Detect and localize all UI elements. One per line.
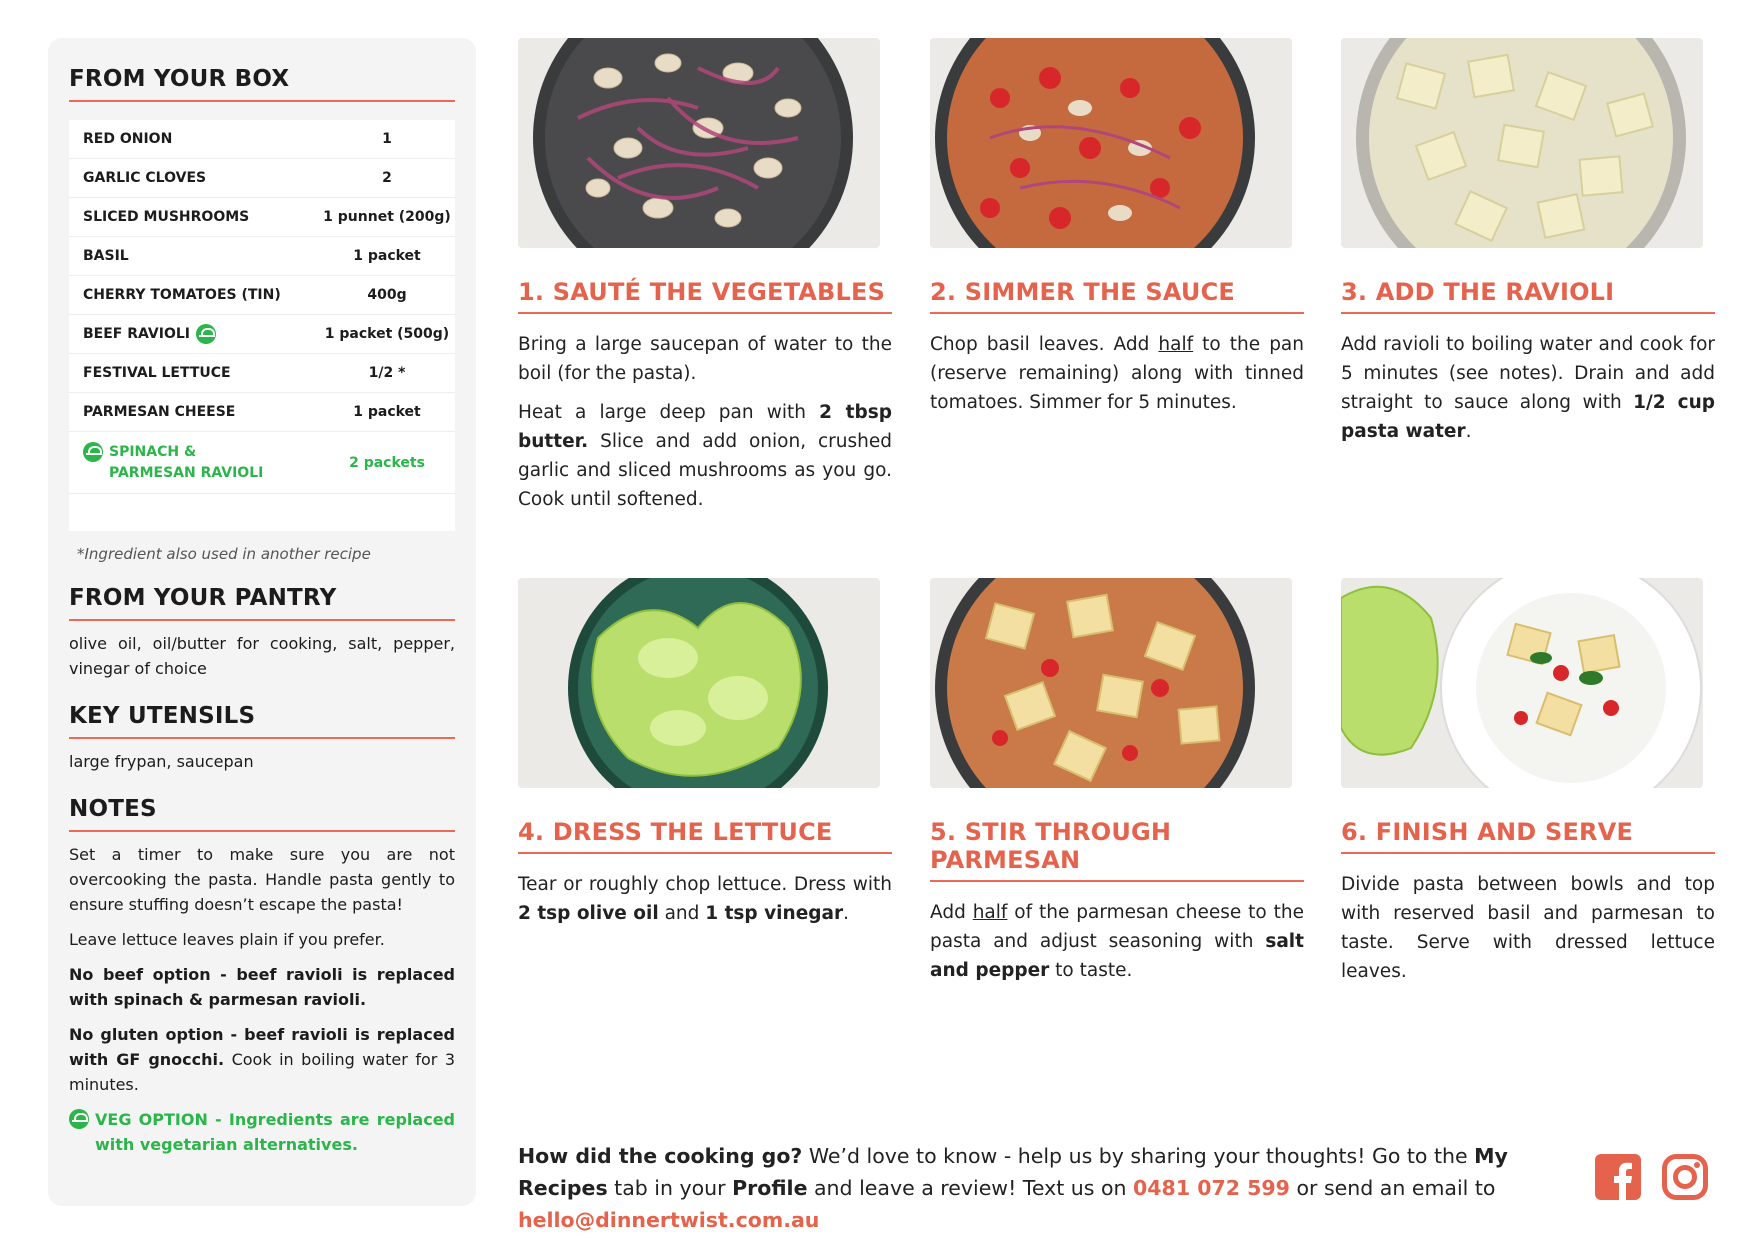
step-6-text xyxy=(1341,870,1715,986)
ingredient-name: BASIL xyxy=(83,248,129,264)
ingredient-qty: 400g xyxy=(367,287,407,303)
ingredient-qty: 2 packets xyxy=(349,454,425,471)
box-heading: FROM YOUR BOX xyxy=(69,66,455,102)
utensils-section xyxy=(69,703,455,774)
step-paragraph xyxy=(518,398,892,514)
footer-text: tab in your xyxy=(607,1176,733,1200)
step-paragraph xyxy=(518,870,892,928)
step-text-part: to taste. xyxy=(1049,960,1133,981)
ingredient-name: BEEF RAVIOLI xyxy=(83,326,190,342)
step-text-part: Heat a large deep pan with xyxy=(518,402,820,423)
note-paragraph: Set a timer to make sure you are not overcooking the pasta. Handle pasta gently to ensure stuffing doesn’t escape the pasta! xyxy=(69,845,455,914)
review-question: How did the cooking go? xyxy=(518,1144,803,1168)
step-2 xyxy=(930,38,1304,427)
step-text-bold: salt and pepper xyxy=(930,931,1304,981)
ingredient-row xyxy=(69,393,455,432)
utensils-text: large frypan, saucepan xyxy=(69,752,254,771)
ingredient-row xyxy=(69,315,455,354)
veg-leaf-icon xyxy=(69,1109,89,1129)
step-text-part: Chop basil leaves. Add xyxy=(930,334,1159,355)
ingredient-qty: 1 packet xyxy=(353,404,421,420)
step-3-text xyxy=(1341,330,1715,446)
step-5-text xyxy=(930,898,1304,985)
notes-heading: NOTES xyxy=(69,796,455,832)
step-1-title: 1. SAUTÉ THE VEGETABLES xyxy=(518,278,892,314)
step-text-underline: half xyxy=(1158,334,1194,355)
step-text-part: . xyxy=(1465,421,1472,442)
ingredients-panel xyxy=(48,38,476,1206)
note-paragraph xyxy=(69,962,455,1012)
footer-text: or send an email to xyxy=(1289,1176,1496,1200)
step-4-photo xyxy=(518,578,880,788)
step-paragraph: Divide pasta between bowls and top with reserved basil and parmesan to taste. Serve with dressed lettuce leaves. xyxy=(1341,874,1715,982)
ingredient-row xyxy=(69,276,455,315)
ingredient-qty: 1 packet (500g) xyxy=(324,326,450,342)
footer-text: and leave a review! Text us on xyxy=(807,1176,1134,1200)
ingredient-row xyxy=(69,237,455,276)
ingredient-name: SLICED MUSHROOMS xyxy=(83,209,250,225)
ingredient-qty: 1 xyxy=(382,131,392,147)
step-6-title: 6. FINISH AND SERVE xyxy=(1341,818,1715,854)
ingredient-row xyxy=(69,120,455,159)
step-3-title: 3. ADD THE RAVIOLI xyxy=(1341,278,1715,314)
ingredient-name-wrap xyxy=(83,442,319,484)
step-text-bold: 2 tsp olive oil xyxy=(518,903,659,924)
step-text-bold: 1 tsp vinegar xyxy=(705,903,844,924)
step-1 xyxy=(518,38,892,524)
note-paragraph: Leave lettuce leaves plain if you prefer. xyxy=(69,930,385,949)
step-paragraph xyxy=(930,330,1304,417)
instagram-icon[interactable] xyxy=(1662,1154,1708,1200)
ingredient-name: GARLIC CLOVES xyxy=(83,170,207,186)
ingredient-qty: 1/2 * xyxy=(368,365,406,381)
ingredient-row xyxy=(69,198,455,237)
ingredient-qty: 2 xyxy=(382,170,392,186)
ingredient-row xyxy=(69,354,455,393)
step-paragraph xyxy=(1341,330,1715,446)
note-bold: No gluten option - beef ravioli is replaced with GF gnocchi. xyxy=(69,1025,455,1069)
step-5-title: 5. STIR THROUGH PARMESAN xyxy=(930,818,1304,882)
notes-section xyxy=(69,796,455,1157)
email-link[interactable]: hello@dinnertwist.com.au xyxy=(518,1208,820,1232)
profile-link[interactable]: Profile xyxy=(732,1176,808,1200)
step-3-photo xyxy=(1341,38,1703,248)
step-4-text xyxy=(518,870,892,928)
ingredient-row xyxy=(69,159,455,198)
step-1-text xyxy=(518,330,892,514)
step-paragraph: Bring a large saucepan of water to the boil (for the pasta). xyxy=(518,334,892,384)
step-text-part: Add xyxy=(930,902,973,923)
utensils-heading: KEY UTENSILS xyxy=(69,703,455,739)
step-2-photo xyxy=(930,38,1292,248)
ingredient-name-wrap xyxy=(83,324,319,344)
step-text-part: Add ravioli to boiling water and cook for 5 minutes (see notes). Drain and add straight to sauce along with xyxy=(1341,334,1715,413)
step-text-bold: 2 tbsp butter. xyxy=(518,402,892,452)
ingredient-name: CHERRY TOMATOES (TIN) xyxy=(83,287,281,303)
step-text-part: of the parmesan cheese to the pasta and adjust seasoning with xyxy=(930,902,1304,952)
phone-link[interactable]: 0481 072 599 xyxy=(1133,1176,1290,1200)
step-2-title: 2. SIMMER THE SAUCE xyxy=(930,278,1304,314)
step-text-underline: half xyxy=(972,902,1008,923)
pantry-text: olive oil, oil/butter for cooking, salt, pepper, vinegar of choice xyxy=(69,634,455,678)
note-paragraph xyxy=(69,1022,455,1097)
veg-option-note xyxy=(69,1107,455,1157)
pantry-section xyxy=(69,585,455,681)
table-spacer xyxy=(69,494,455,531)
ingredient-qty: 1 packet xyxy=(353,248,421,264)
veg-leaf-icon xyxy=(83,442,103,462)
my-recipes-link[interactable]: My Recipes xyxy=(518,1144,1508,1200)
step-text-bold: 1/2 cup pasta water xyxy=(1341,392,1715,442)
footer-text: We’d love to know - help us by sharing your thoughts! Go to the xyxy=(802,1144,1475,1168)
notes-text xyxy=(69,842,455,1157)
ingredient-name: SPINACH & PARMESAN RAVIOLI xyxy=(109,443,264,481)
ingredient-name: FESTIVAL LETTUCE xyxy=(83,365,231,381)
step-text-part: Tear or roughly chop lettuce. Dress with xyxy=(518,874,892,895)
note-text: Cook in boiling water for 3 minutes. xyxy=(69,1050,456,1094)
step-5 xyxy=(930,578,1304,995)
step-4-title: 4. DRESS THE LETTUCE xyxy=(518,818,892,854)
step-5-photo xyxy=(930,578,1292,788)
review-prompt xyxy=(518,1140,1578,1236)
ingredient-footnote: *Ingredient also used in another recipe xyxy=(77,545,371,563)
ingredient-name: RED ONION xyxy=(83,131,173,147)
ingredient-qty: 1 punnet (200g) xyxy=(323,209,451,225)
ingredients-table xyxy=(69,120,455,531)
note-bold: No beef option - beef ravioli is replaced with spinach & parmesan ravioli. xyxy=(69,965,455,1009)
ingredient-name: PARMESAN CHEESE xyxy=(83,404,236,420)
step-text-part: and xyxy=(658,903,706,924)
step-1-photo xyxy=(518,38,880,248)
pantry-heading: FROM YOUR PANTRY xyxy=(69,585,455,621)
veg-leaf-icon xyxy=(196,324,216,344)
step-text-part: . xyxy=(843,903,849,924)
step-4 xyxy=(518,578,892,938)
step-paragraph xyxy=(930,898,1304,985)
ingredient-row-veg xyxy=(69,432,455,494)
step-text-part: Slice and add onion, crushed garlic and sliced mushrooms as you go. Cook until softened. xyxy=(518,431,892,510)
facebook-icon[interactable] xyxy=(1595,1154,1641,1200)
step-6-photo xyxy=(1341,578,1703,788)
step-text-part: to the pan (reserve remaining) along with tinned tomatoes. Simmer for 5 minutes. xyxy=(930,334,1304,413)
veg-option-text: VEG OPTION - Ingredients are replaced with vegetarian alternatives. xyxy=(95,1110,455,1154)
step-6 xyxy=(1341,578,1715,996)
step-3 xyxy=(1341,38,1715,456)
step-2-text xyxy=(930,330,1304,417)
